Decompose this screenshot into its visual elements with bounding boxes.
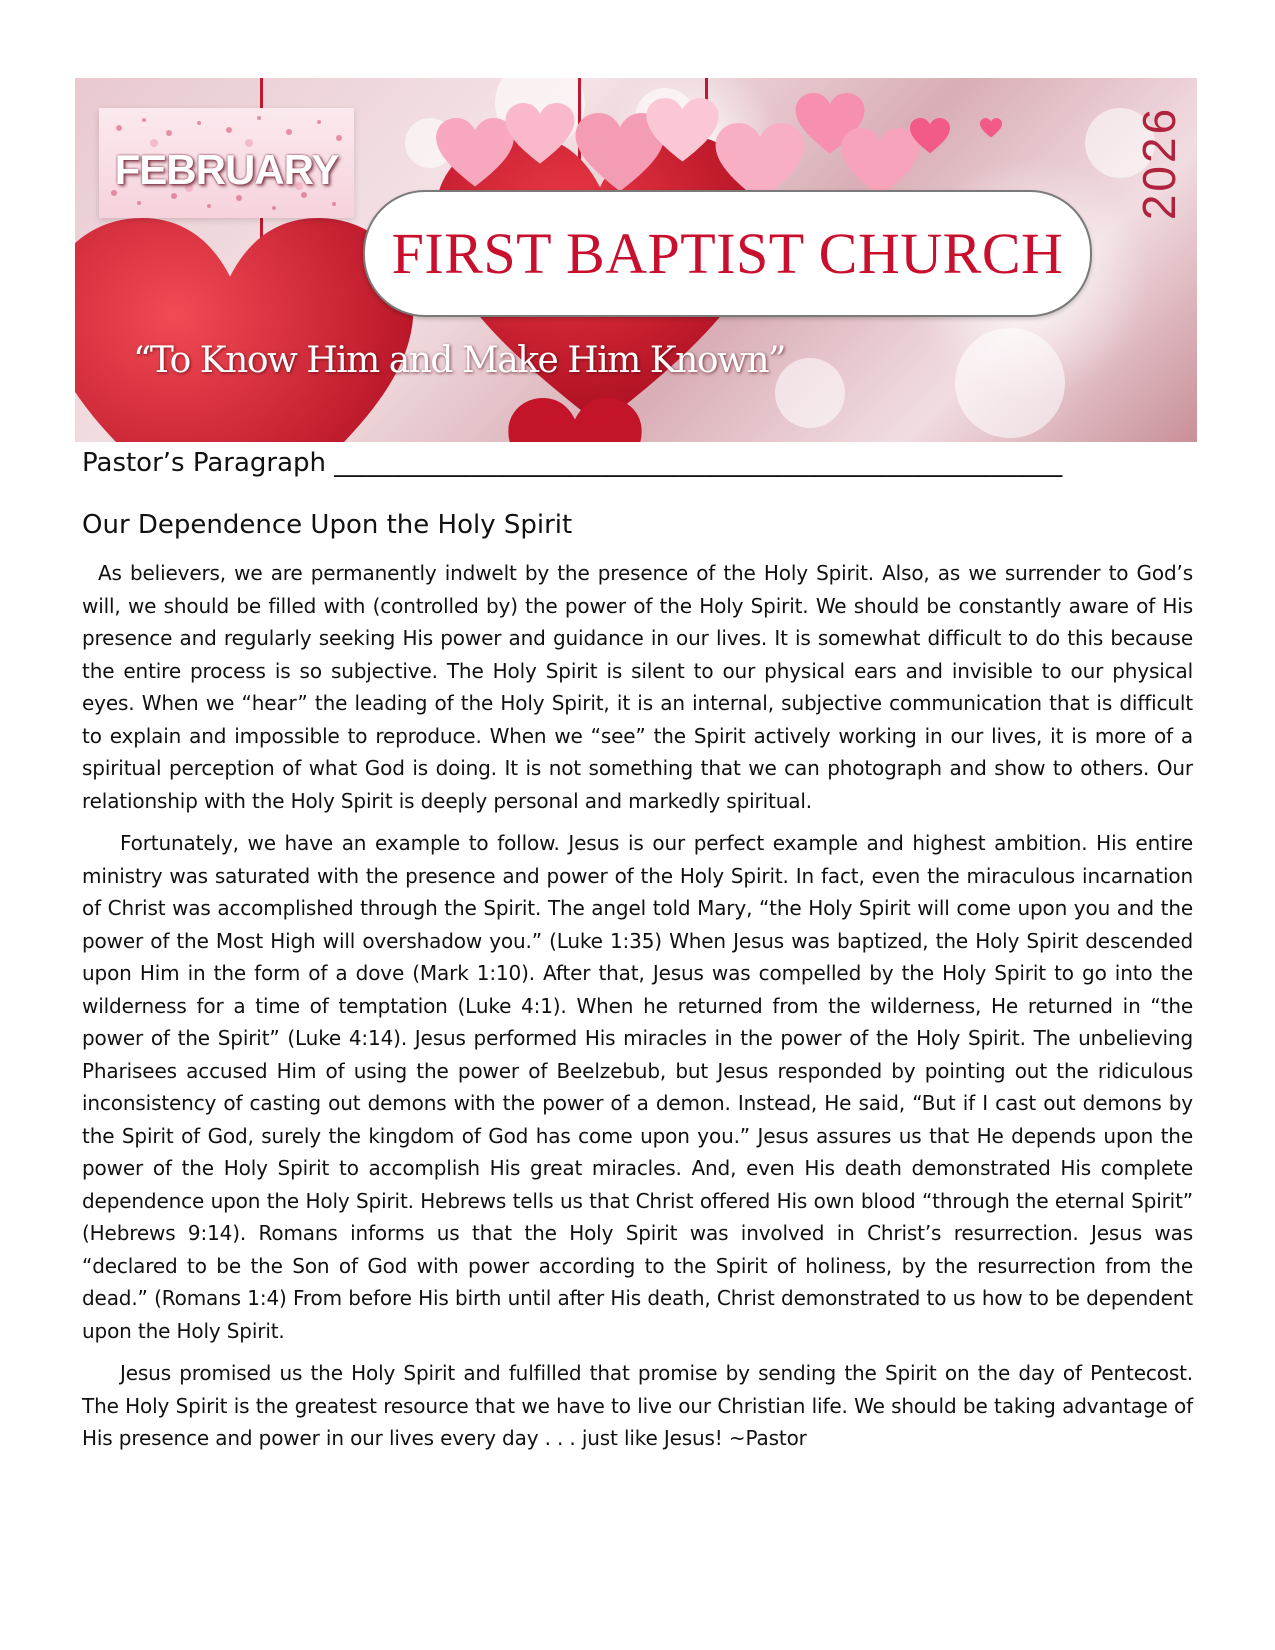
bokeh-light (955, 328, 1065, 438)
pink-heart-icon (645, 98, 720, 163)
paragraph: As believers, we are permanently indwelt by the presence of the Holy Spirit. Also, as we surrender to God’s will, we should be filled with (controlled by) the power of the Holy Spirit. We should be constantly aware of His presence and regularly seeking His power and guidance in our lives. It is somewhat difficult to do this because the entire process is so subjective. The Holy Spirit is silent to our physical ears and invisible to our physical eyes. When we “hear” the leading of the Holy Spirit, it is an internal, subjective communication that is difficult to explain and impossible to reproduce. When we “see” the Spirit actively working in our lives, it is more of a spiritual perception of what God is doing. It is not something that we can photograph and show to others. Our relationship with the Holy Spirit is deeply personal and markedly spiritual. (82, 561, 1193, 813)
church-name-plate (363, 190, 1092, 317)
pink-heart-icon (840, 128, 920, 198)
paragraph: Jesus promised us the Holy Spirit and fulfilled that promise by sending the Spirit on the day of Pentecost. The Holy Spirit is the greatest resource that we have to live our Christian life. We should be taking advantage of His presence and power in our lives every day . . . just like Jesus! ~Pastor (82, 1361, 1193, 1450)
article-title: Our Dependence Upon the Holy Spirit (82, 510, 573, 540)
pink-heart-icon (910, 118, 950, 154)
red-heart-icon (495, 398, 655, 442)
pink-heart-icon (505, 103, 575, 165)
section-heading: Pastor’s Paragraph ________________________________________________________ (82, 448, 1063, 478)
paragraph: Fortunately, we have an example to follow. Jesus is our perfect example and highest ambition. His entire ministry was saturated with the presence and power of the Holy Spirit. In fact, even the miraculous incarnation of Christ was accomplished through the Spirit. The angel told Mary, “the Holy Spirit will come upon you and the power of the Most High will overshadow you.” (Luke 1:35) When Jesus was baptized, the Holy Spirit descended upon Him in the form of a dove (Mark 1:10). After that, Jesus was compelled by the Holy Spirit to go into the wilderness for a time of temptation (Luke 4:1). When he returned from the wilderness, He returned in “the power of the Spirit” (Luke 4:14). Jesus performed His miracles in the power of the Holy Spirit. The unbelieving Pharisees accused Him of using the power of Beelzebub, but Jesus responded by pointing out the ridiculous inconsistency of casting out demons with the power of a demon. Instead, He said, “But if I cast out demons by the Spirit of God, surely the kingdom of God has come upon you.” Jesus assures us that He depends upon the power of the Holy Spirit to accomplish His great miracles. And, even His death demonstrated His complete dependence upon the Holy Spirit. Hebrews tells us that Christ offered His own blood “through the eternal Spirit” (Hebrews 9:14). Romans informs us that the Holy Spirit was involved in Christ’s resurrection. Jesus was “declared to be the Son of God with power according to the Spirit of holiness, by the resurrection from the dead.” (Romans 1:4) From before His birth until after His death, Christ demonstrated to us how to be dependent upon the Holy Spirit. (82, 831, 1193, 1343)
year-label-wrapper (1129, 98, 1189, 228)
church-name: FIRST BAPTIST CHURCH (391, 221, 1064, 286)
article-body (82, 557, 1193, 1465)
month-label: FEBRUARY (114, 146, 339, 193)
newsletter-banner (75, 78, 1197, 442)
bokeh-light (775, 358, 845, 428)
pink-heart-icon (980, 118, 1002, 138)
pink-heart-icon (435, 118, 515, 188)
month-card (99, 108, 354, 218)
year-label: 2026 (1133, 105, 1185, 221)
church-motto: “To Know Him and Make Him Known” (133, 340, 785, 381)
